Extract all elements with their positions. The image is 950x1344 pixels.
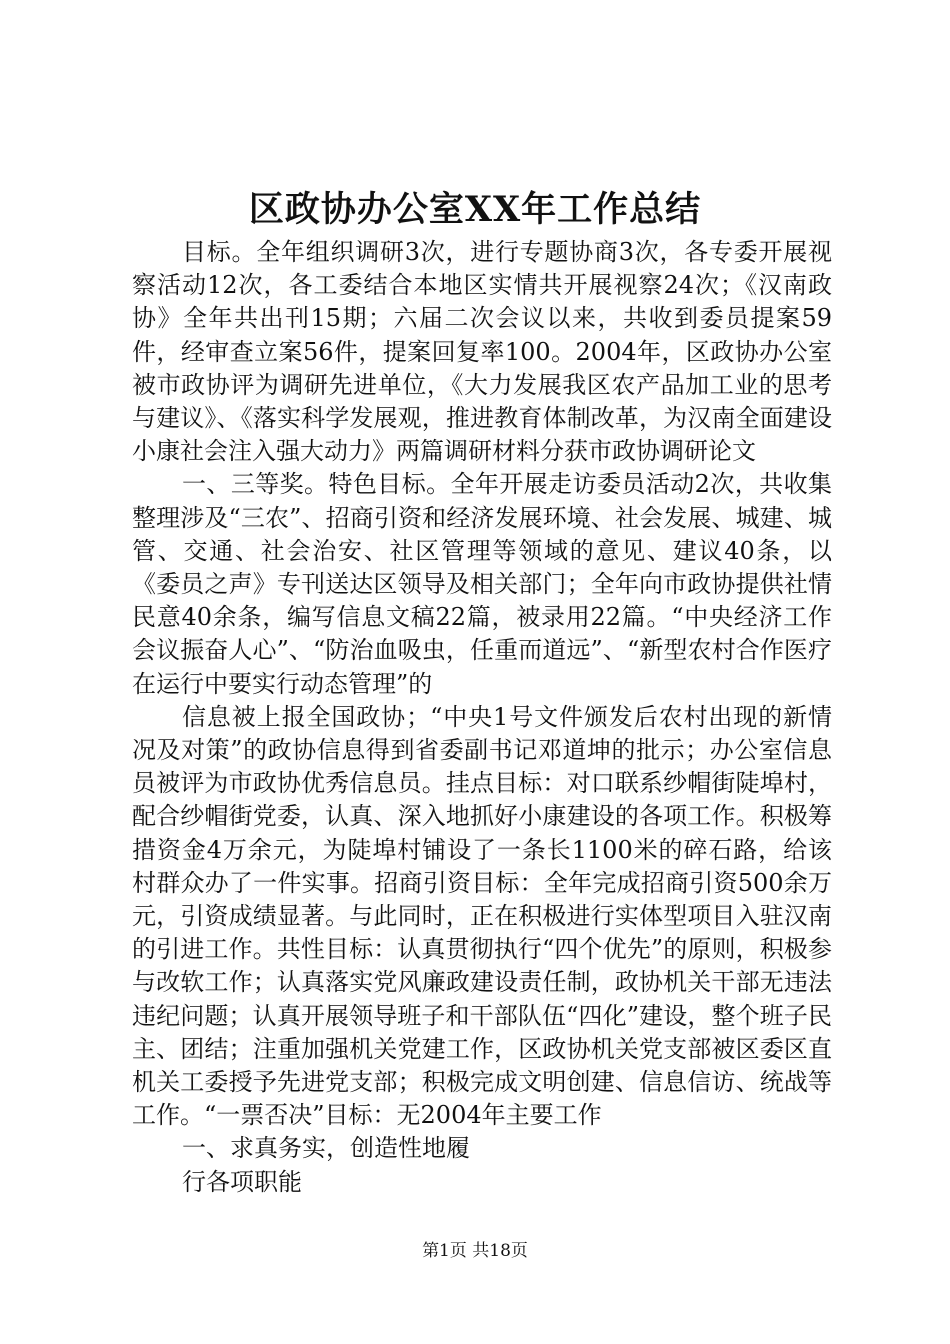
paragraph-5: 行各项职能 [182, 1167, 302, 1196]
document-title: 区政协办公室XX年工作总结 [248, 189, 702, 230]
paragraph-3: 信息被上报全国政协；“中央1号文件颁发后农村出现的新情况及对策”的政协信息得到省委副书记邓道坤的批示；办公室信息员被评为市政协优秀信息员。挂点目标：对口联系纱帽街陡埠村，配合纱帽街党委，认真、深入地抓好小康建设的各项工作。积极筹措资金4万余元，为陡埠村铺设了一条长1100米的碎石路，给该村群众办了一件实事。招商引资目标：全年完成招商引资500余万元，引资成绩显著。与此同时，正在积极进行实体型项目入驻汉南的引进工作。共性目标：认真贯彻执行“四个优先”的原则，积极参与改软工作；认真落实党风廉政建设责任制，政协机关干部无违法违纪问题；认真开展领导班子和干部队伍“四化”建设，整个班子民主、团结；注重加强机关党建工作，区政协机关党支部被区委区直机关工委授予先进党支部；积极完成文明创建、信息信访、统战等工作。“一票否决”目标：无2004年主要工作 [132, 702, 832, 1130]
paragraph-4: 一、求真务实，创造性地履 [182, 1134, 470, 1163]
page-number-footer: 第1页 共18页 [422, 1241, 528, 1261]
paragraph-1: 目标。全年组织调研3次，进行专题协商3次，各专委开展视察活动12次，各工委结合本地区实情共开展视察24次；《汉南政协》全年共出刊15期；六届二次会议以来，共收到委员提案59件，经审查立案56件，提案回复率100。2004年，区政协办公室被市政协评为调研先进单位，《大力发展我区农产品加工业的思考与建议》、《落实科学发展观，推进教育体制改革，为汉南全面建设小康社会注入强大动力》两篇调研材料分获市政协调研论文 [132, 238, 832, 466]
paragraph-2: 一、三等奖。特色目标。全年开展走访委员活动2次，共收集整理涉及“三农”、招商引资和经济发展环境、社会发展、城建、城管、交通、社会治安、社区管理等领域的意见、建议40条，以《委员之声》专刊送达区领导及相关部门；全年向市政协提供社情民意40余条，编写信息文稿22篇，被录用22篇。“中央经济工作会议振奋人心”、“防治血吸虫，任重而道远”、“新型农村合作医疗在运行中要实行动态管理”的 [132, 470, 832, 698]
document-body [132, 236, 832, 1199]
